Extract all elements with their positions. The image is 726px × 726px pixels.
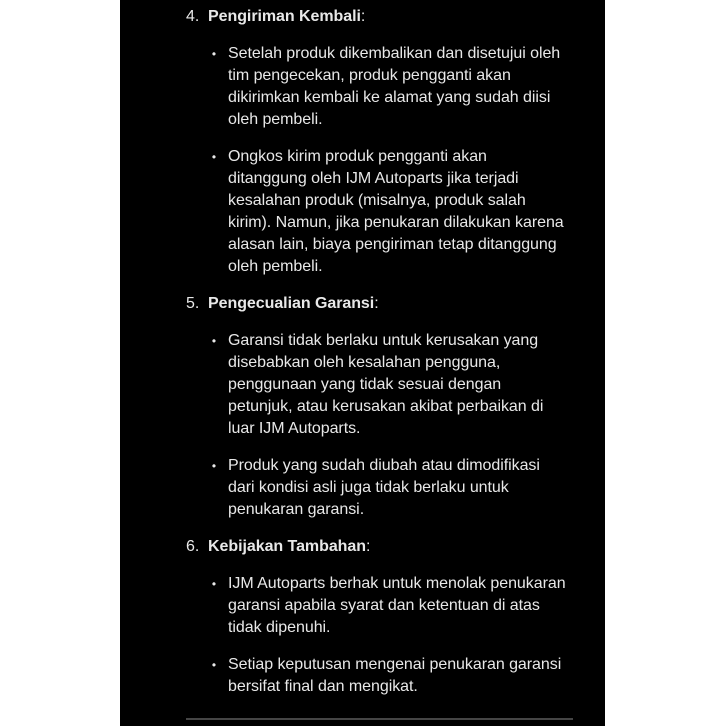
bullet-item bbox=[211, 330, 573, 440]
section-title-colon: : bbox=[374, 295, 379, 312]
section-heading bbox=[186, 536, 573, 558]
bullet-text: Setelah produk dikembalikan dan disetujui oleh tim pengecekan, produk pengganti akan dikirimkan kembali ke alamat yang sudah diisi oleh pembeli. bbox=[228, 45, 561, 128]
section-kebijakan-tambahan bbox=[186, 536, 573, 698]
section-pengecualian-garansi bbox=[186, 293, 573, 521]
bullet-item bbox=[211, 146, 573, 278]
bullet-dot-icon: • bbox=[211, 47, 217, 61]
section-title-colon: : bbox=[360, 8, 366, 25]
bullet-item bbox=[211, 573, 573, 639]
section-pengiriman-kembali bbox=[186, 6, 573, 278]
section-number: 6. bbox=[186, 538, 200, 555]
bullet-item bbox=[211, 455, 573, 521]
section-title: Kebijakan Tambahan: bbox=[208, 538, 371, 555]
policy-screenshot-panel bbox=[120, 0, 605, 726]
bullet-dot-icon: • bbox=[211, 658, 217, 672]
bullet-item bbox=[211, 654, 573, 698]
bullet-text: Ongkos kirim produk pengganti akan ditanggung oleh IJM Autoparts jika terjadi kesalahan produk (misalnya, produk salah kirim). Namun, jika penukaran dilakukan karena alasan lain, biaya pengiriman tetap ditanggung oleh pembeli. bbox=[228, 148, 564, 275]
section-title: Pengiriman Kembali: bbox=[208, 8, 366, 25]
section-number: 4. bbox=[186, 8, 200, 25]
bullet-dot-icon: • bbox=[211, 334, 217, 348]
bullet-text: Produk yang sudah diubah atau dimodifikasi dari kondisi asli juga tidak berlaku untuk penukaran garansi. bbox=[228, 457, 540, 518]
bullet-text: Setiap keputusan mengenai penukaran garansi bersifat final dan mengikat. bbox=[228, 656, 562, 695]
bullet-item bbox=[211, 43, 573, 131]
bullet-dot-icon: • bbox=[211, 459, 217, 473]
bullet-text: Garansi tidak berlaku untuk kerusakan yang disebabkan oleh kesalahan pengguna, penggunaan yang tidak sesuai dengan petunjuk, atau kerusakan akibat perbaikan di luar IJM Autoparts. bbox=[228, 332, 544, 437]
policy-document bbox=[120, 0, 605, 726]
section-heading bbox=[186, 6, 573, 28]
section-divider bbox=[186, 718, 573, 720]
bullet-dot-icon: • bbox=[211, 577, 217, 591]
bullet-dot-icon: • bbox=[211, 150, 217, 164]
bullet-text: IJM Autoparts berhak untuk menolak penukaran garansi apabila syarat dan ketentuan di atas tidak dipenuhi. bbox=[228, 575, 566, 636]
section-number: 5. bbox=[186, 295, 200, 312]
section-heading bbox=[186, 293, 573, 315]
section-title: Pengecualian Garansi: bbox=[208, 295, 379, 312]
section-title-colon: : bbox=[365, 538, 371, 555]
